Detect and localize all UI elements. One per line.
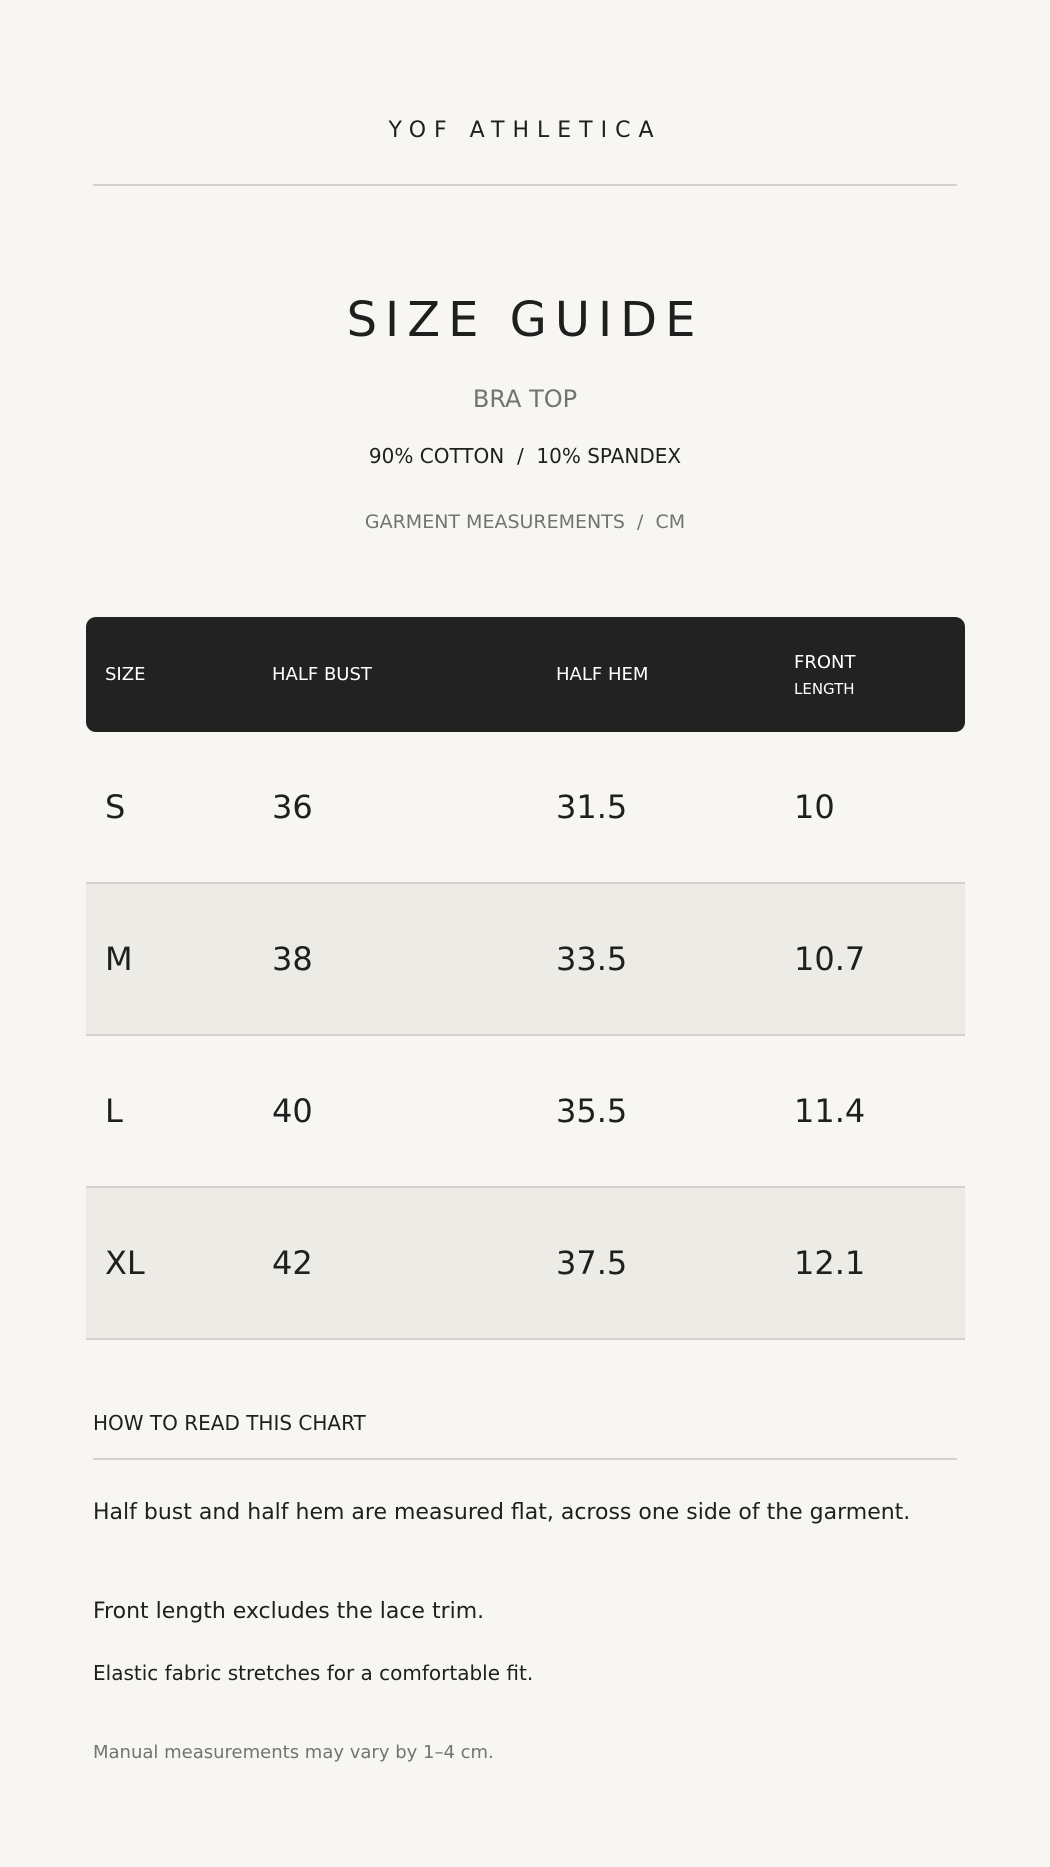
half-bust-cell: 42 <box>272 1244 313 1282</box>
size-cell: L <box>105 1092 123 1130</box>
half-bust-cell: 38 <box>272 940 313 978</box>
front-length-cell: 11.4 <box>794 1092 866 1130</box>
front-length-cell: 12.1 <box>794 1244 866 1282</box>
half-hem-cell: 31.5 <box>556 788 628 826</box>
header-divider <box>93 184 957 186</box>
brand-name: YOF ATHLETICA <box>388 118 662 143</box>
product-name: BRA TOP <box>472 385 578 413</box>
size-table <box>86 617 965 1340</box>
measurement-units: GARMENT MEASUREMENTS / CM <box>364 511 686 533</box>
table-row <box>86 1036 965 1188</box>
table-row <box>86 884 965 1036</box>
note-front-length: Front length excludes the lace trim. <box>93 1599 485 1624</box>
size-cell: S <box>105 788 126 826</box>
table-row <box>86 1188 965 1340</box>
header-half-hem: HALF HEM <box>556 663 649 685</box>
how-to-divider <box>93 1458 957 1460</box>
header-half-bust: HALF BUST <box>272 663 372 685</box>
fabric-composition: 90% COTTON / 10% SPANDEX <box>368 444 682 468</box>
front-length-cell: 10.7 <box>794 940 866 978</box>
page-title: SIZE GUIDE <box>346 292 704 348</box>
measurement-disclaimer: Manual measurements may vary by 1–4 cm. <box>93 1742 494 1763</box>
half-hem-cell: 35.5 <box>556 1092 628 1130</box>
header-front-length: FRONT LENGTH <box>794 651 856 698</box>
half-bust-cell: 40 <box>272 1092 313 1130</box>
half-hem-cell: 37.5 <box>556 1244 628 1282</box>
size-cell: M <box>105 940 133 978</box>
front-length-cell: 10 <box>794 788 835 826</box>
note-elastic-fabric: Elastic fabric stretches for a comfortable fit. <box>93 1661 534 1685</box>
note-measured-flat: Half bust and half hem are measured flat, across one side of the garment. <box>93 1500 911 1525</box>
half-hem-cell: 33.5 <box>556 940 628 978</box>
table-row <box>86 732 965 884</box>
table-header <box>86 617 965 732</box>
size-cell: XL <box>105 1244 145 1282</box>
header-size: SIZE <box>105 663 146 685</box>
how-to-heading: HOW TO READ THIS CHART <box>93 1411 366 1435</box>
half-bust-cell: 36 <box>272 788 313 826</box>
